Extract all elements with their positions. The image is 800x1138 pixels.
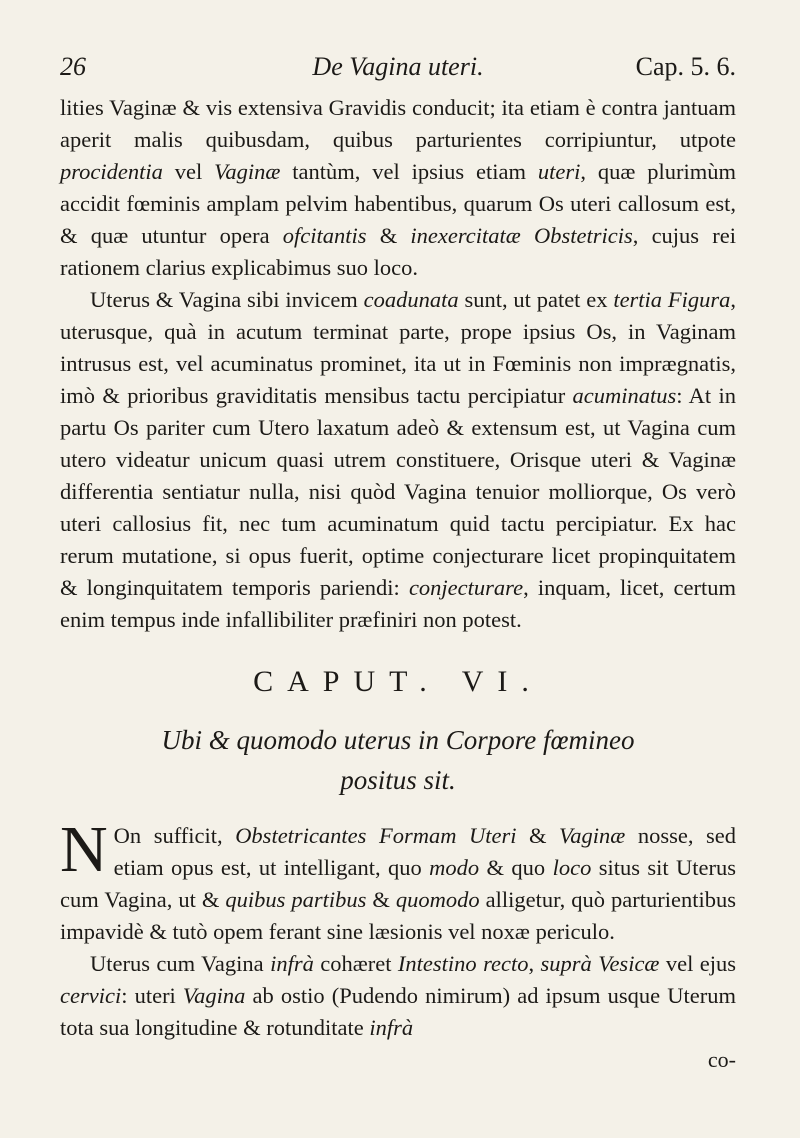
paragraph-2	[60, 284, 736, 636]
italic-run: conjecturare	[408, 575, 524, 600]
text-run: vel ejus	[659, 951, 737, 976]
text-run: &	[516, 823, 560, 848]
text-run: Uterus & Vagina sibi invicem	[90, 287, 364, 312]
italic-run: acuminatus	[572, 383, 677, 408]
paragraph-4	[60, 948, 736, 1044]
page-body	[60, 92, 736, 1076]
paragraph-3	[60, 813, 736, 948]
text-run: On sufficit,	[113, 823, 236, 848]
chapter-title-line-1: Ubi & quomodo uterus in Corpore fœmineo	[161, 725, 635, 755]
chapter-heading: CAPUT. VI.	[253, 665, 543, 698]
italic-run: coadunata	[363, 287, 459, 312]
italic-run: quomodo	[395, 887, 480, 912]
italic-run: procidentia	[60, 159, 163, 184]
text-run: &	[366, 223, 411, 248]
drop-cap: N	[60, 813, 108, 886]
text-run: lities Vaginæ & vis extensiva Gravidis conducit; ita etiam è contra jantuam aperit malis quibusdam, quibus parturientes corripiuntur, utpote	[60, 95, 736, 152]
italic-run: ofcitantis	[282, 223, 367, 248]
page-number: 26	[60, 52, 86, 81]
italic-run: Intestino recto	[397, 951, 529, 976]
text-run: Uterus cum Vagina	[90, 951, 271, 976]
text-run: ab ostio (Pudendo nimirum) ad ipsum usque Uterum tota sua longitudine & rotunditate	[60, 983, 736, 1040]
italic-run: Vaginæ	[559, 823, 626, 848]
text-run: : At in partu Os pariter cum Utero laxatum adeò & extensum est, ut Vagina cum utero videatur unicum quasi utrem constituere, Orisque uteri & Vaginæ differentia sentiatur nulla, nisi quòd Vagina tenuior molliorque, Os verò uteri callosius fit, nec tum acuminatum quid tactu percipiatur. Ex hac rerum mutatione, si opus fuerit, optime conjecturare licet propinquitatem & longinquitatem temporis pariendi:	[60, 383, 736, 600]
running-head	[60, 52, 736, 92]
text-run: tantùm, vel ipsius etiam	[280, 159, 538, 184]
italic-run: infrà	[369, 1015, 414, 1040]
text-run: , inquam, licet, certum enim tempus inde infallibiliter præfiniri non potest.	[60, 575, 736, 632]
italic-run: quibus partibus	[225, 887, 367, 912]
italic-run: Vagina	[182, 983, 246, 1008]
text-run: ,	[528, 951, 541, 976]
text-run: sunt, ut patet ex	[458, 287, 614, 312]
text-run: nosse, sed etiam opus est, ut intelligant, quo	[113, 823, 736, 880]
italic-run: modo	[429, 855, 480, 880]
chapter-title-line-2: positus sit.	[340, 765, 456, 795]
text-run: , quæ plurimùm accidit fœminis amplam pelvim habentibus, quarum Os uteri callosum est, & quæ utuntur opera	[60, 159, 736, 248]
italic-run: suprà Vesicæ	[540, 951, 660, 976]
catchword: co-	[707, 1047, 736, 1072]
text-run: cohæret	[313, 951, 398, 976]
italic-run: uteri	[537, 159, 581, 184]
italic-run: cervici	[60, 983, 122, 1008]
text-run: & quo	[479, 855, 553, 880]
text-run: vel	[162, 159, 215, 184]
text-run: : uteri	[121, 983, 183, 1008]
text-run: &	[366, 887, 396, 912]
running-title: De Vagina uteri.	[312, 52, 484, 81]
italic-run: tertia Figura	[613, 287, 731, 312]
text-run: situs sit Uterus cum Vagina, ut &	[60, 855, 736, 912]
italic-run: loco	[552, 855, 592, 880]
text-run: alligetur, quò parturientibus impavidè & tutò opem ferant sine læsionis vel noxæ periculo.	[60, 887, 736, 944]
paragraph-1	[60, 92, 736, 284]
italic-run: infrà	[270, 951, 314, 976]
italic-run: inexercitatæ Obstetricis	[410, 223, 633, 248]
italic-run: Vaginæ	[214, 159, 281, 184]
text-run: , uterusque, quà in acutum terminat parte, prope ipsius Os, in Vaginam intrusus est, vel acuminatus prominet, ita ut in Fœminis non imprægnatis, imò & prioribus graviditatis mensibus tactu percipiatur	[60, 287, 737, 408]
chapter-title	[60, 720, 736, 800]
chapter-reference: Cap. 5. 6.	[635, 52, 736, 81]
text-run: , cujus rei rationem clarius explicabimus suo loco.	[60, 223, 736, 280]
italic-run: Obstetricantes Formam Uteri	[235, 823, 517, 848]
